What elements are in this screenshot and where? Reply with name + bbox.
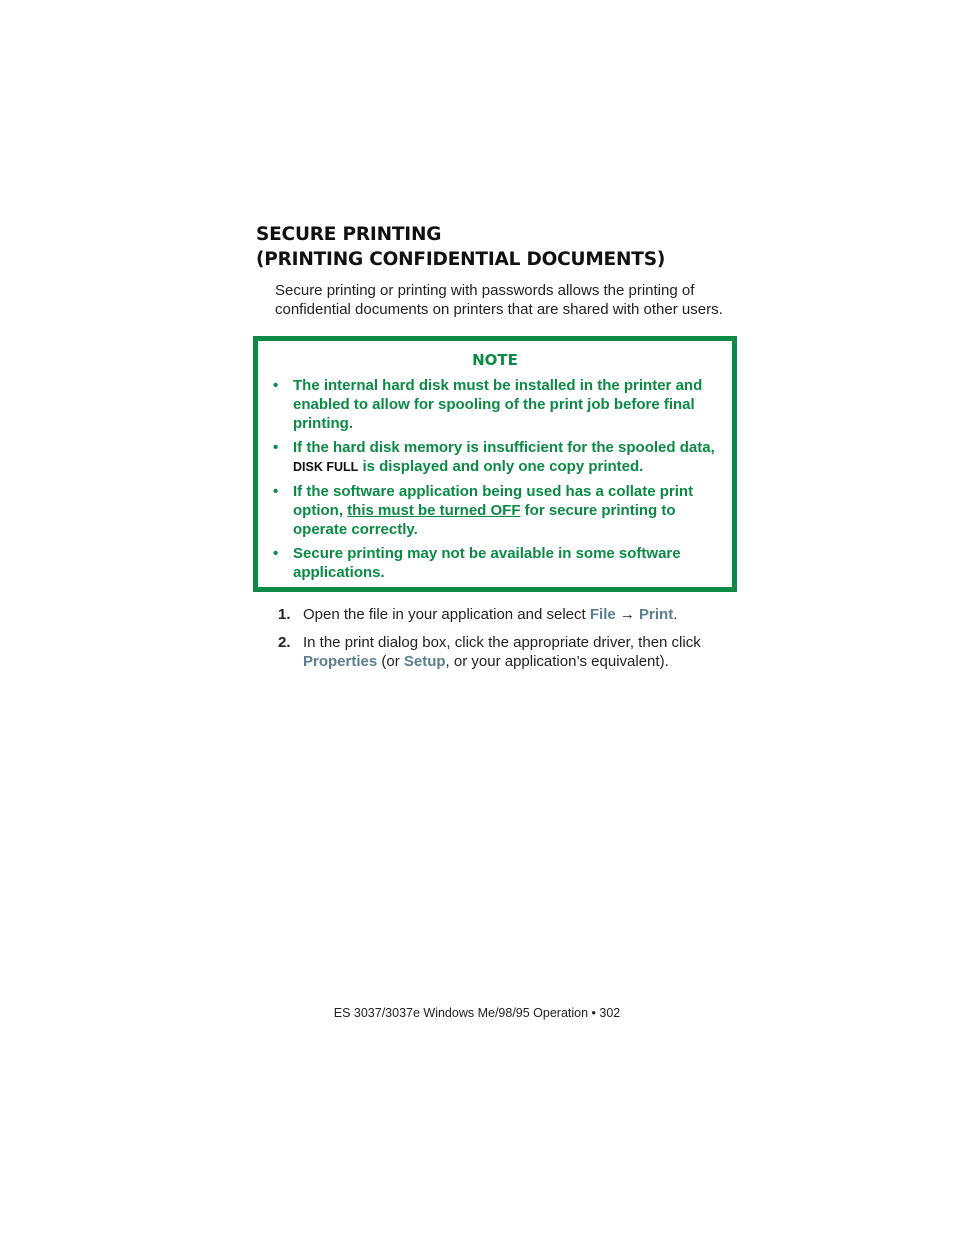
step-text: In the print dialog box, click the appropriate driver, then click xyxy=(303,634,701,651)
underlined-warning: this must be turned OFF xyxy=(347,502,521,519)
steps-list xyxy=(278,605,748,680)
note-item xyxy=(269,482,719,539)
page-footer: ES 3037/3037e Windows Me/98/95 Operation • 302 xyxy=(333,1006,621,1020)
bullet-icon: • xyxy=(273,545,279,562)
step-item xyxy=(278,633,748,671)
step-text: , or your application’s equivalent). xyxy=(445,653,669,670)
intro-paragraph: Secure printing or printing with passwords allows the printing of confidential documents on printers that are shared with other users. xyxy=(275,282,723,318)
note-list xyxy=(269,376,719,587)
page-title xyxy=(256,222,665,272)
step-number: 2. xyxy=(278,634,291,651)
step-text: . xyxy=(673,606,678,623)
step-item xyxy=(278,605,748,624)
page-title-line-2: (PRINTING CONFIDENTIAL DOCUMENTS) xyxy=(256,249,666,270)
note-item-text: is displayed and only one copy printed. xyxy=(358,458,644,475)
note-title: NOTE xyxy=(472,351,518,369)
note-item xyxy=(269,376,719,433)
bullet-icon: • xyxy=(273,483,279,500)
note-item xyxy=(269,438,719,477)
note-item-text: The internal hard disk must be installed in the printer and enabled to allow for spooling of the print job before final printing. xyxy=(293,377,703,432)
properties-label: Properties xyxy=(303,653,378,670)
file-menu-label: File xyxy=(589,606,616,623)
bullet-icon: • xyxy=(273,377,279,394)
bullet-icon: • xyxy=(273,439,279,456)
step-number: 1. xyxy=(278,606,291,623)
note-item xyxy=(269,544,719,582)
step-text: Open the file in your application and select xyxy=(303,606,590,623)
disk-full-message: DISK FULL xyxy=(293,460,359,474)
step-text: (or xyxy=(377,653,404,670)
arrow-icon: → xyxy=(615,606,640,623)
note-box xyxy=(253,336,737,592)
note-item-text: If the software application being used has a collate print option, xyxy=(293,483,694,519)
page-title-line-1: SECURE PRINTING xyxy=(256,224,442,245)
print-menu-label: Print xyxy=(639,606,674,623)
note-item-text: for secure printing to operate correctly. xyxy=(293,502,676,538)
note-item-text: If the hard disk memory is insufficient for the spooled data, xyxy=(293,439,715,456)
setup-label: Setup xyxy=(403,653,446,670)
note-item-text: Secure printing may not be available in some software applications. xyxy=(293,545,681,581)
